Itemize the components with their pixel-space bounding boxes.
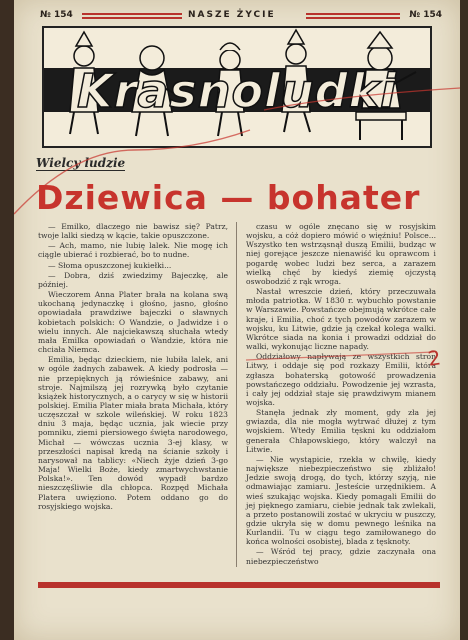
margin-annotation: 2 — [426, 345, 443, 371]
paragraph: — Ach, mamo, nie lubię lalek. Nie mogę ich ciągle ubierać i rozbierać, bo to nudne. — [38, 241, 228, 260]
paragraph: Stanęła jednak zły moment, gdy zła jej gwiazda, dla nie mogła wytrwać dłużej z tym wojskiem. Wtedy Emilia tęskni ku oddziałom generała Chłapowskiego, który walczył na Litwie. — [246, 408, 436, 454]
section-label: Wielcy ludzie — [36, 156, 126, 170]
paragraph: — Wśród tej pracy, gdzie zaczynała ona niebezpieczeństwo — [246, 547, 436, 566]
paragraph: Oddziałowy napływają ze wszystkich stron Litwy, i oddaje się pod rozkazy Emilii, która zgłasza bohaterską gotowość prowadzenia powstańczego oddziału. Powodzenie jej wzrasta, i cały jej oddział staje się prawdziwym mianem wojska. — [246, 352, 436, 407]
issue-number-right: № 154 — [409, 10, 442, 20]
paragraph: Emilia, będąc dzieckiem, nie lubiła lalek, ani w ogóle żadnych zabawek. A kiedy podrosła — nie przepięknych ją rówieśnice zabawy, ani stroje. Najmilszą jej rozrywką było czytanie książek historycznych, a o carycy w się w historii polskiej. Emilia Plater miała brata Michała, który uczęszczał w szkole wileńskiej. W roku 1823 dniu 3 maja, będąc ucznia, jak wiecie przy pomniku, ziemi piersiowego święta narodowego, Michał — wówczas ucznia 3-ej klasy, w przeszłości napisał kredą na ścianie szkoły i narysował na tablicy: «Niech żyje dzień 3-go Maja! Wielki Boże, kiedy zmartwychwstanie Polska!». Ten dowód wypadł bardzo nieszczęśliwie dla chłopca. Rozpęd Michała Platera uwięziono. Potem oddano go do rosyjskiego wojska. — [38, 355, 228, 511]
banner-title: Krasnoludki — [77, 64, 397, 118]
newspaper-page — [14, 0, 460, 640]
headline: Dziewica — bohater — [36, 178, 421, 217]
publication-title: NASZE ŻYCIE — [188, 10, 276, 20]
paragraph: Nastał wreszcie dzień, który przeczuwała młoda patriotka. W 1830 r. wybuchło powstanie w Warszawie. Powstańcze obejmują wkrótce całe kraje, i Emilia, choć z tych powodów zarazem w wojsku, ku Litwie, gdzie ją czekał kolega walki. Wkrótce siada na konia i prowadzi oddział do walki, wykonując liczne napady. — [246, 287, 436, 352]
paragraph: — Emilko, dlaczego nie bawisz się? Patrz, twoje lalki siedzą w kącie, takie opuszczone. — [38, 222, 228, 241]
paragraph: — Słoma opuszczonej kukiełki... — [48, 260, 172, 270]
issue-number-left: № 154 — [40, 10, 73, 20]
paragraph: — Dobra, dziś zwiedzimy Bajeczkę, ale później. — [38, 270, 228, 289]
paragraph: — Nie wystąpicie, rzekła w chwilę, kiedy największe niebezpieczeństwo się zbliżało! Jedzie swoją drogą, do tych, którzy szyją, nie odmawiając zamiaru. Jesteście urzędnikiem. A wieś szukając wojska. Kiedy pomagali Emilii do jej pięknego zamiaru, ciebie jednak tak zwlekali, a przeto postanowili zostać w ukryciu w puszczy, gdzie ukryła się w domu pewnego leśnika na Kurlandii. Tu w ciągu tego zamiłowanego do końca wolności osobistej, blada z tęsknoty. — [246, 454, 436, 547]
paragraph: czasu w ogóle znęcano się w rosyjskim wojsku, a cóż dopiero mówić o więźniu! Polsce... Wszystko ten wstrząsnął duszą Emilii, budząc w niej gorejące jeszcze nienawiść ku oprawcom i pogardę wobec ludzi bez serca, a zarazem wielką chęć by kiedyś ziemię ojczystą oswobodzić z rąk wroga. — [246, 222, 436, 286]
paragraph: Wieczorem Anna Plater brała na kolana swą ukochaną jedynaczkę i głośno, jasno, głośno opowiadała prawdziwe bajeczki o sławnych kobietach polskich: O Wandzie, o Jadwidze i o wielu innych. Ale najciekawszą słuchała wtedy mała Emilka opowiadań o Wandzie, która nie chciała Niemca. — [38, 290, 228, 355]
red-pen-marks — [14, 0, 460, 640]
